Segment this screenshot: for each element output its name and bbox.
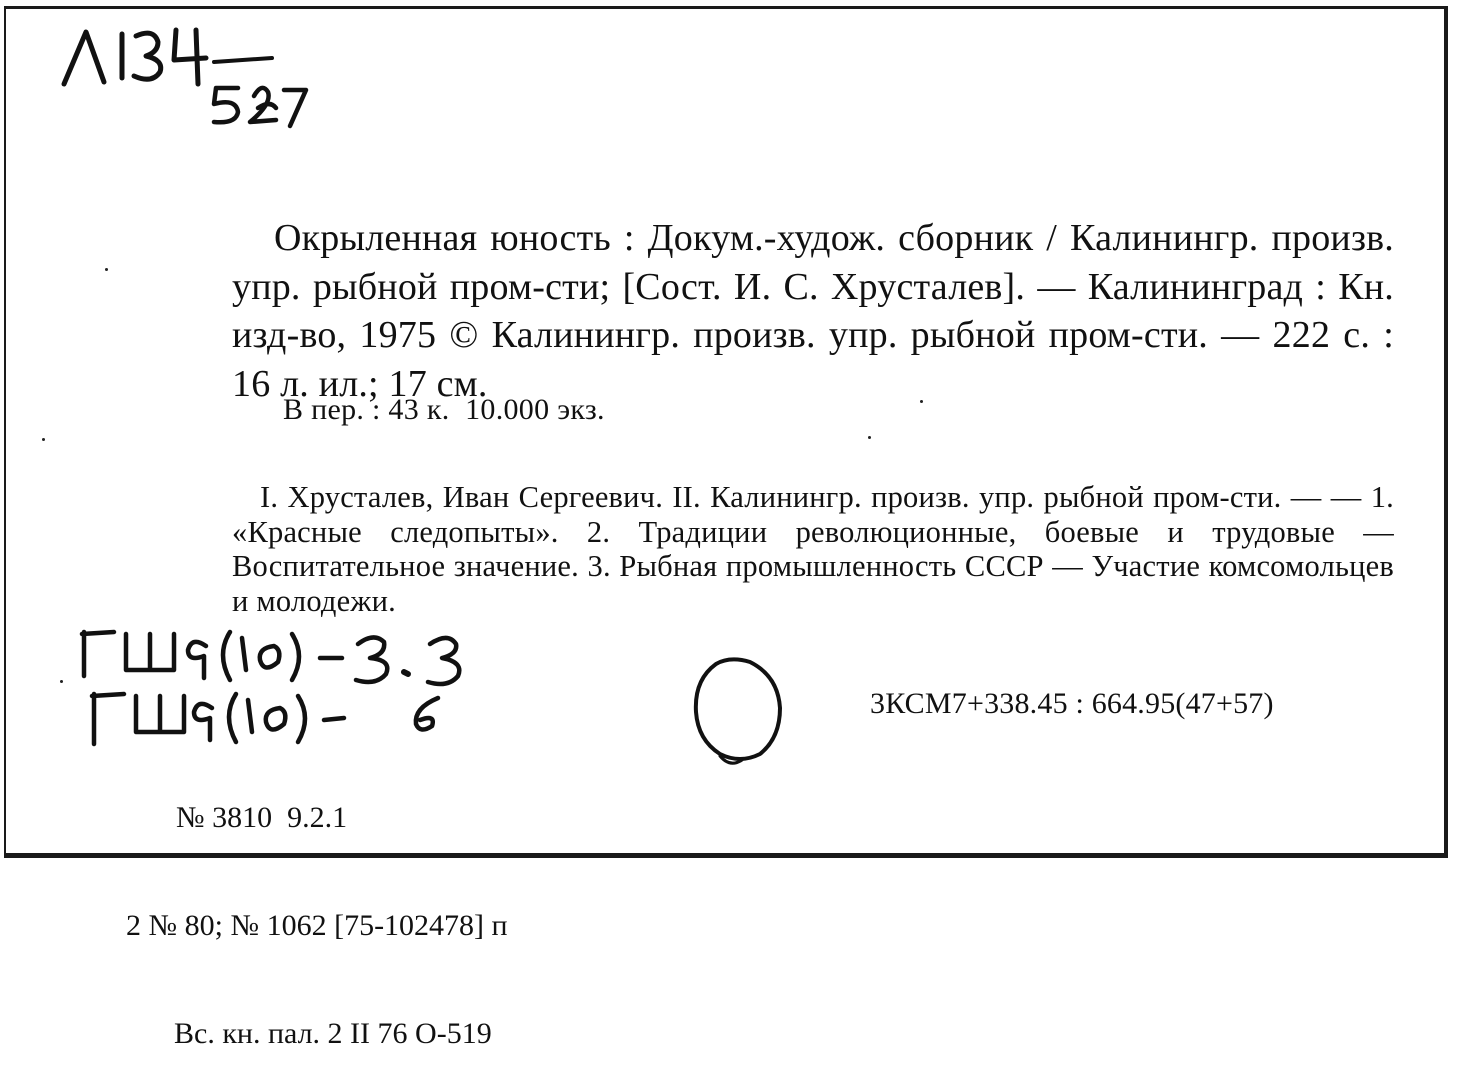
subject-tracings: I. Хрусталев, Иван Сергеевич. II. Калинингр. произв. упр. рыбной пром-сти. — — 1. «Красные следопыты». 2. Традиции революционные, боевые и трудовые — Воспитательное значение. 3. Рыбная промышленность СССР — Участие комсомольцев и молодежи.: [232, 480, 1394, 618]
dust-speck: [60, 680, 63, 683]
dust-speck: [920, 400, 923, 403]
handwritten-top-mark: [0, 0, 420, 150]
imprint-line-2: 2 № 80; № 1062 [75-102478] п: [126, 909, 508, 942]
price-circulation-line: В пер. : 43 к. 10.000 экз.: [283, 393, 605, 426]
imprint-line-1: № 3810 9.2.1: [176, 801, 348, 834]
classification-code: 3КСМ7+338.45 : 664.95(47+57): [870, 687, 1274, 720]
imprint-line-3: Вс. кн. пал. 2 II 76 О-519: [174, 1017, 492, 1050]
dust-speck: [868, 436, 871, 439]
dust-speck: [42, 438, 45, 441]
dust-speck: [105, 268, 108, 271]
punch-hole-mark: [680, 650, 800, 780]
publication-imprint: [120, 728, 508, 1088]
main-entry-text: Окрыленная юность : Докум.-худож. сборник / Калинингр. произв. упр. рыбной пром-сти; [Сост. И. С. Хрусталев]. — Калининград : Кн. изд-во, 1975 © Калинингр. произв. упр. рыбной пром-сти. — 222 с. : 16 л. ил.; 17 см.: [232, 217, 1394, 405]
